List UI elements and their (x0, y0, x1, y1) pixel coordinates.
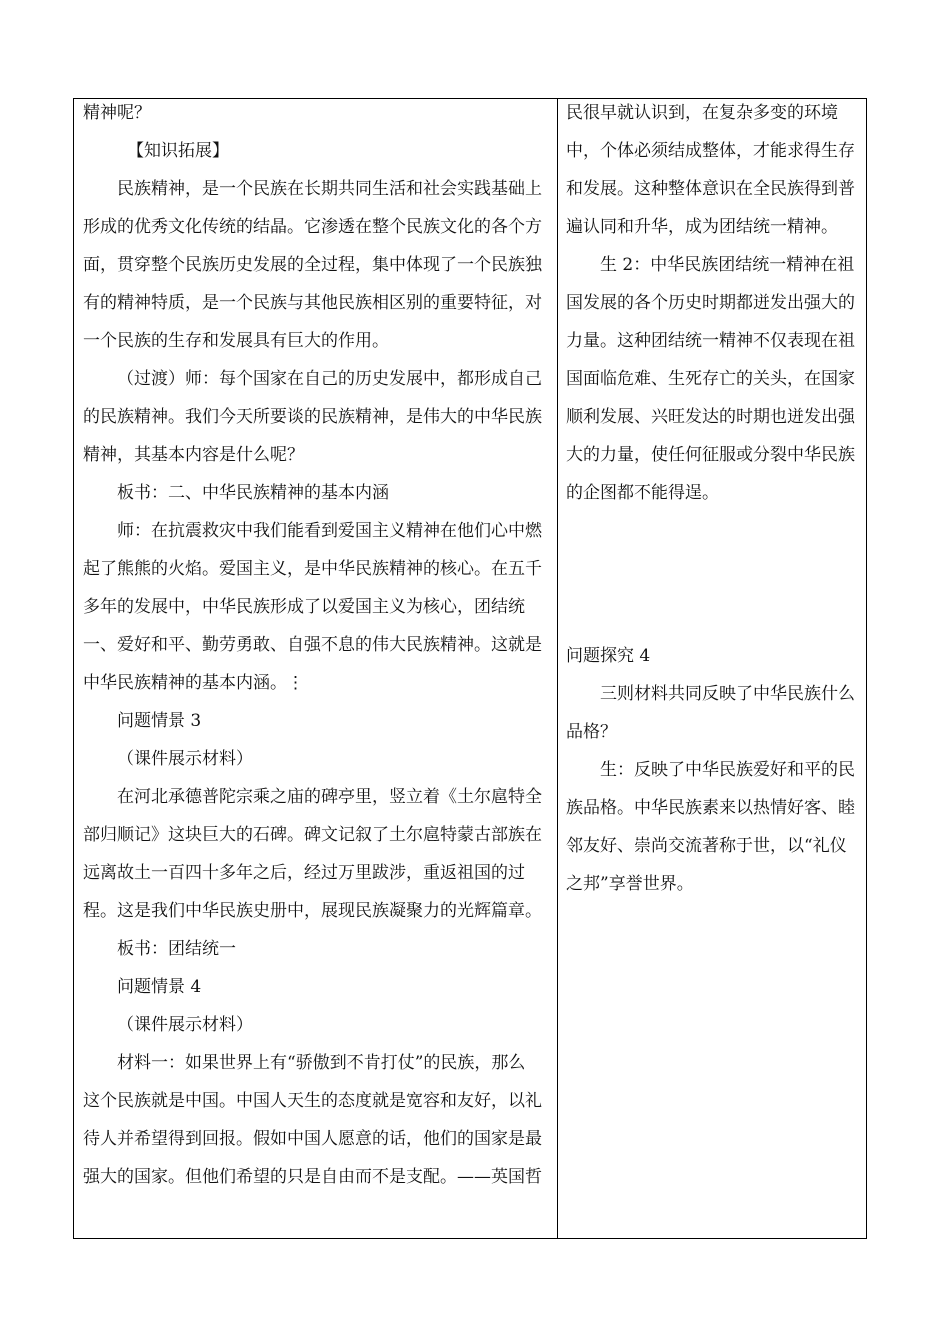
text-line: （课件展示材料） (117, 749, 253, 769)
text-line: 中华民族精神的基本内涵。⋮ (83, 673, 304, 693)
lesson-plan-table (73, 98, 867, 1239)
text-line: 问题探究 4 (566, 646, 651, 666)
text-line: 生：反映了中华民族爱好和平的民 (600, 760, 855, 780)
text-line: 民很早就认识到，在复杂多变的环境 (566, 103, 838, 123)
text-line: 程。这是我们中华民族史册中，展现民族凝聚力的光辉篇章。 (83, 901, 542, 921)
text-line: 一个民族的生存和发展具有巨大的作用。 (83, 331, 389, 351)
text-line: 起了熊熊的火焰。爱国主义，是中华民族精神的核心。在五千 (83, 559, 542, 579)
text-line: 精神，其基本内容是什么呢？ (83, 445, 304, 465)
text-line: 精神呢？ (83, 103, 151, 123)
text-line: 板书：团结统一 (117, 939, 236, 959)
text-line: 的民族精神。我们今天所要谈的民族精神，是伟大的中华民族 (83, 407, 542, 427)
text-line: 多年的发展中，中华民族形成了以爱国主义为核心，团结统 (83, 597, 525, 617)
text-line: 大的力量，使任何征服或分裂中华民族 (566, 445, 855, 465)
text-line: 之邦”享誉世界。 (566, 874, 694, 894)
text-line: 生 2：中华民族团结统一精神在祖 (600, 255, 855, 275)
text-line: 民族精神，是一个民族在长期共同生活和社会实践基础上 (117, 179, 542, 199)
text-line: 材料一：如果世界上有“骄傲到不肯打仗”的民族，那么 (117, 1053, 526, 1073)
text-line: 三则材料共同反映了中华民族什么 (600, 684, 855, 704)
text-line: 中，个体必须结成整体，才能求得生存 (566, 141, 855, 161)
text-line: 顺利发展、兴旺发达的时期也迸发出强 (566, 407, 855, 427)
text-line: （过渡）师：每个国家在自己的历史发展中，都形成自己 (117, 369, 542, 389)
text-line: （课件展示材料） (117, 1015, 253, 1035)
text-line: 族品格。中华民族素来以热情好客、睦 (566, 798, 855, 818)
text-line: 在河北承德普陀宗乘之庙的碑亭里，竖立着《土尔扈特全 (117, 787, 542, 807)
text-line: 一、爱好和平、勤劳勇敢、自强不息的伟大民族精神。这就是 (83, 635, 542, 655)
text-line: 问题情景 3 (117, 711, 202, 731)
text-line: 和发展。这种整体意识在全民族得到普 (566, 179, 855, 199)
text-line: 形成的优秀文化传统的结晶。它渗透在整个民族文化的各个方 (83, 217, 542, 237)
text-line: 的企图都不能得逞。 (566, 483, 719, 503)
text-line: 强大的国家。但他们希望的只是自由而不是支配。——英国哲 (83, 1167, 542, 1187)
text-line: 这个民族就是中国。中国人天生的态度就是宽容和友好，以礼 (83, 1091, 542, 1111)
text-line: 邻友好、崇尚交流著称于世，以“礼仪 (566, 836, 847, 856)
text-line: 部归顺记》这块巨大的石碑。碑文记叙了土尔扈特蒙古部族在 (83, 825, 542, 845)
text-line: 力量。这种团结统一精神不仅表现在祖 (566, 331, 855, 351)
text-line: 板书：二、中华民族精神的基本内涵 (117, 483, 389, 503)
text-line: 品格？ (566, 722, 617, 742)
text-line: 国发展的各个历史时期都迸发出强大的 (566, 293, 855, 313)
text-line: 问题情景 4 (117, 977, 202, 997)
text-line: 【知识拓展】 (127, 141, 229, 161)
text-line: 待人并希望得到回报。假如中国人愿意的话，他们的国家是最 (83, 1129, 542, 1149)
column-divider (557, 99, 558, 1238)
text-line: 国面临危难、生死存亡的关头，在国家 (566, 369, 855, 389)
text-line: 遍认同和升华，成为团结统一精神。 (566, 217, 838, 237)
text-line: 师：在抗震救灾中我们能看到爱国主义精神在他们心中燃 (117, 521, 542, 541)
text-line: 远离故土一百四十多年之后，经过万里跋涉，重返祖国的过 (83, 863, 525, 883)
text-line: 有的精神特质，是一个民族与其他民族相区别的重要特征，对 (83, 293, 542, 313)
text-line: 面，贯穿整个民族历史发展的全过程，集中体现了一个民族独 (83, 255, 542, 275)
